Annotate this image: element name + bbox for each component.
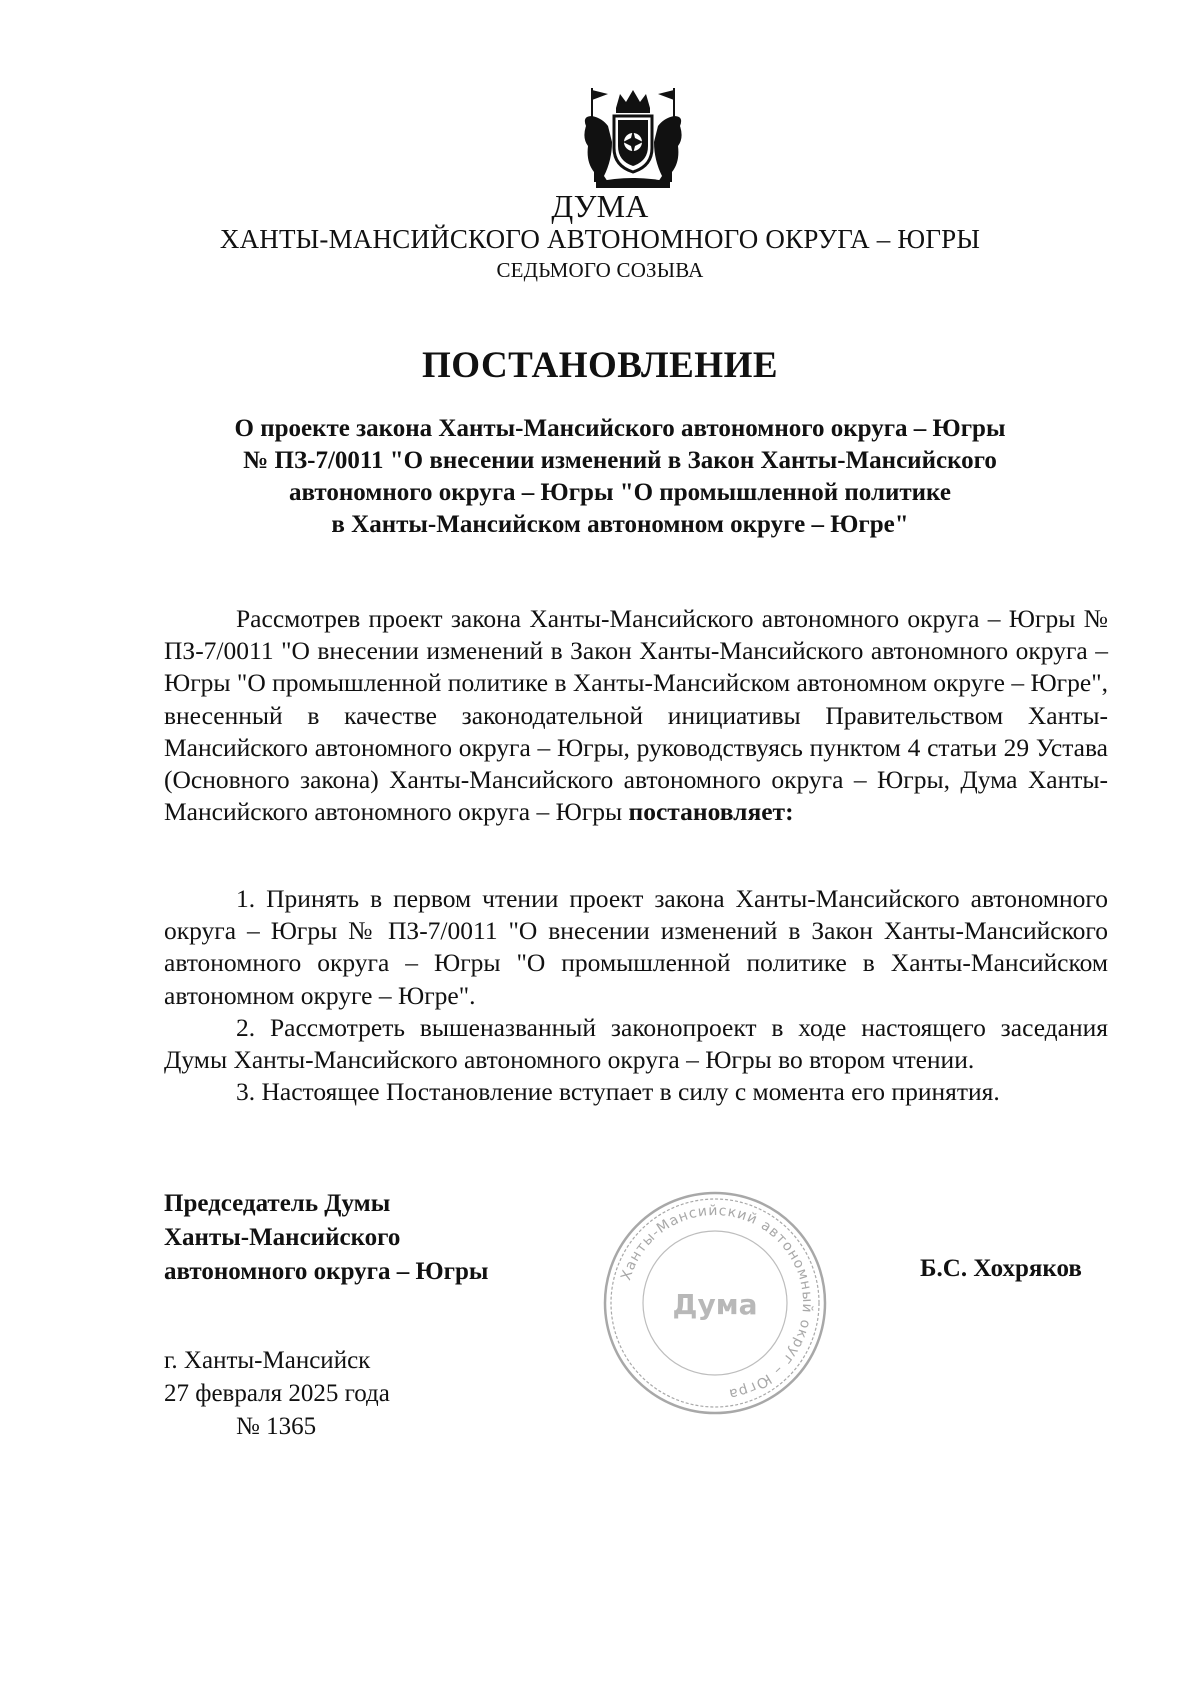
title-line: О проекте закона Ханты-Мансийского автономного округа – Югры (234, 415, 1006, 442)
document-title (150, 413, 1090, 541)
seal-ring-text: Ханты-Мансийский автономный округ – Югра (618, 1202, 816, 1403)
title-line: в Ханты-Мансийском автономном округе – Югре" (331, 511, 909, 538)
convocation: СЕДЬМОГО СОЗЫВА (496, 258, 704, 282)
region-name: ХАНТЫ-МАНСИЙСКОГО АВТОНОМНОГО ОКРУГА – ЮГРЫ (219, 224, 981, 254)
signatory-name: Б.С. Хохряков (920, 1255, 1082, 1282)
organization-name: ДУМА (551, 188, 649, 224)
preamble-paragraph (164, 603, 1108, 828)
document-number: № 1365 (236, 1413, 317, 1440)
date: 27 февраля 2025 года (164, 1380, 390, 1407)
coat-of-arms-icon (578, 86, 688, 190)
resolution-item-2: 2. Рассмотреть вышеназванный законопроект в ходе настоящего заседания Думы Ханты-Мансийского автономного округа – Югры во втором чтении. (164, 1012, 1108, 1075)
preamble (164, 603, 1108, 828)
title-line: № ПЗ-7/0011 "О внесении изменений в Закон Ханты-Мансийского (243, 447, 997, 474)
document-type: ПОСТАНОВЛЕНИЕ (421, 345, 779, 386)
position-line: автономного округа – Югры (164, 1258, 489, 1285)
resolution-items (164, 883, 1108, 1108)
place-and-date (164, 1344, 390, 1443)
official-seal (600, 1188, 830, 1418)
position-line: Ханты-Мансийского (164, 1224, 401, 1251)
city: г. Ханты-Мансийск (164, 1347, 371, 1374)
preamble-text: Рассмотрев проект закона Ханты-Мансийского автономного округа – Югры № ПЗ-7/0011 "О внесении изменений в Закон Ханты-Мансийского автономного округа – Югры "О промышленной политике в Ханты-Мансийском автономном округе – Югре", внесенный в качестве законодательной инициативы Правительством Ханты-Мансийского автономного округа – Югры, руководствуясь пунктом 4 статьи 29 Устава (Основного закона) Ханты-Мансийского автономного округа – Югры, Дума Ханты-Мансийского автономного округа – Югры (164, 604, 1108, 827)
signatory-position (164, 1187, 488, 1289)
resolution-item-1: 1. Принять в первом чтении проект закона Ханты-Мансийского автономного округа – Югры № ПЗ-7/0011 "О внесении изменений в Закон Ханты-Мансийского автономного округа – Югры "О промышленной политике в Ханты-Мансийском автономном округе – Югре". (164, 884, 1108, 1010)
position-line: Председатель Думы (164, 1190, 391, 1217)
seal-center-text: Дума (672, 1288, 758, 1321)
resolves-word: постановляет: (628, 797, 794, 827)
title-line: автономного округа – Югры "О промышленной политике (289, 479, 951, 506)
resolution-item-3: 3. Настоящее Постановление вступает в силу с момента его принятия. (236, 1077, 1000, 1107)
